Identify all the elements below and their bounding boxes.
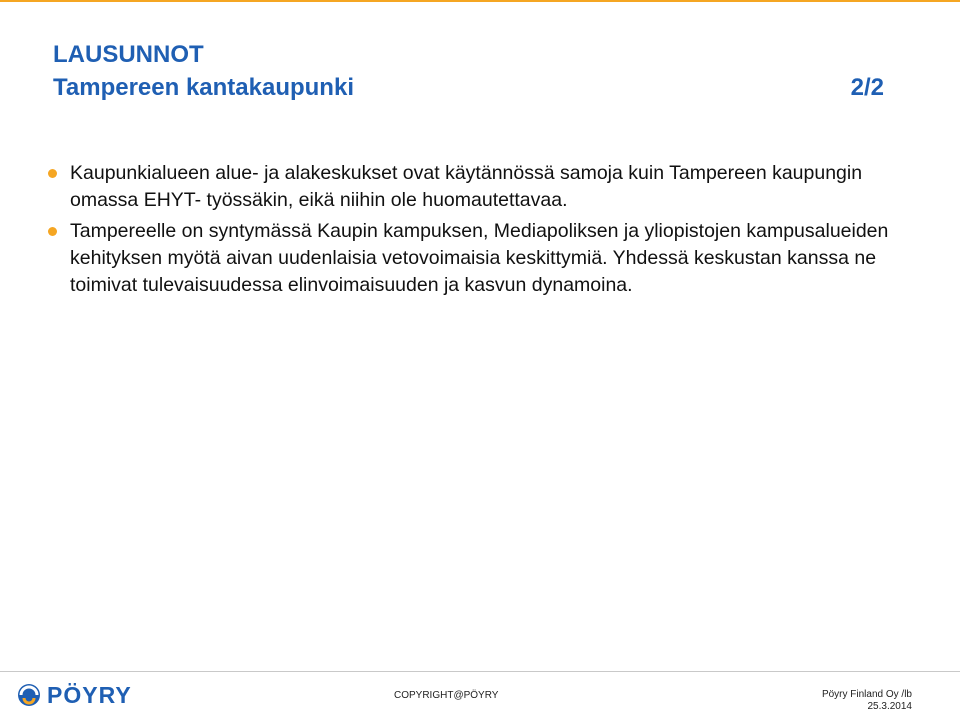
- bullet-dot-icon: [48, 169, 57, 178]
- bullet-item: [43, 160, 933, 214]
- poyry-logo-icon: [17, 683, 41, 707]
- title-line-1: LAUSUNNOT: [53, 41, 204, 68]
- copyright-text: COPYRIGHT@PÖYRY: [394, 690, 499, 701]
- bullet-dot-icon: [48, 227, 57, 236]
- title-line-2: Tampereen kantakaupunki: [53, 74, 354, 101]
- company-info: [822, 689, 912, 713]
- bullet-item: [43, 218, 933, 299]
- company-name: Pöyry Finland Oy /lb: [821, 689, 912, 700]
- bullet-text: Tampereelle on syntymässä Kaupin kampuksen, Mediapoliksen ja yliopistojen kampusalueiden kehityksen myötä aivan uudenlaisia vetovoimaisia keskittymiä. Yhdessä keskustan kanssa ne toimivat tulevaisuudessa elinvoimaisuuden ja kasvun dynamoina.: [70, 220, 889, 296]
- slide-date: 25.3.2014: [867, 701, 912, 712]
- slide-title: [53, 38, 893, 104]
- logo-wordmark: PÖYRY: [47, 682, 132, 708]
- bullet-text: Kaupunkialueen alue- ja alakeskukset ovat käytännössä samoja kuin Tampereen kaupungin omassa EHYT- työssäkin, eikä niihin ole huomautettavaa.: [70, 162, 863, 211]
- page-number: 2/2: [850, 74, 884, 101]
- bullet-list: [43, 160, 933, 303]
- footer-divider: [0, 671, 960, 672]
- poyry-logo: [17, 682, 132, 708]
- top-accent-rule: [0, 0, 960, 2]
